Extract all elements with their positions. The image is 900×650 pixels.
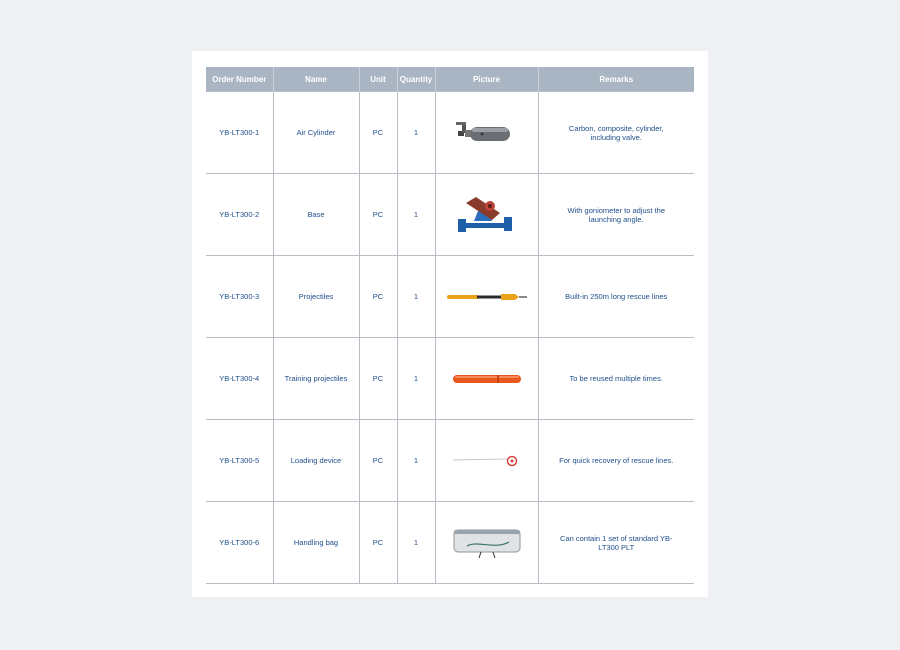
header-order-number: Order Number — [206, 67, 273, 92]
picture-cell — [435, 174, 538, 256]
quantity-cell: 1 — [397, 256, 435, 338]
quantity-cell: 1 — [397, 502, 435, 584]
header-name: Name — [273, 67, 359, 92]
table-row — [206, 420, 694, 502]
table-row — [206, 92, 694, 174]
remarks-cell: Carbon, composite, cylinder, including valve. — [538, 92, 694, 174]
remarks-cell: For quick recovery of rescue lines. — [538, 420, 694, 502]
unit-cell: PC — [359, 92, 397, 174]
name-cell: Training projectiles — [273, 338, 359, 420]
picture-cell — [435, 338, 538, 420]
order-number-cell: YB-LT300-6 — [206, 502, 273, 584]
product-table — [206, 67, 694, 584]
header-quantity: Quantity — [397, 67, 435, 92]
unit-cell: PC — [359, 174, 397, 256]
projectile-image — [445, 291, 529, 303]
order-number-cell: YB-LT300-2 — [206, 174, 273, 256]
name-cell: Air Cylinder — [273, 92, 359, 174]
handling-bag-image — [451, 526, 523, 560]
unit-cell: PC — [359, 420, 397, 502]
document-page — [192, 51, 708, 597]
order-number-cell: YB-LT300-3 — [206, 256, 273, 338]
quantity-cell: 1 — [397, 174, 435, 256]
table-header-row — [206, 67, 694, 92]
picture-cell — [435, 502, 538, 584]
picture-cell — [435, 92, 538, 174]
base-image — [452, 193, 522, 237]
table-row — [206, 502, 694, 584]
quantity-cell: 1 — [397, 338, 435, 420]
order-number-cell: YB-LT300-4 — [206, 338, 273, 420]
remarks-cell: Built-in 250m long rescue lines — [538, 256, 694, 338]
quantity-cell: 1 — [397, 92, 435, 174]
training-projectile-image — [451, 373, 523, 385]
unit-cell: PC — [359, 338, 397, 420]
table-row — [206, 256, 694, 338]
order-number-cell: YB-LT300-1 — [206, 92, 273, 174]
header-picture: Picture — [435, 67, 538, 92]
quantity-cell: 1 — [397, 420, 435, 502]
picture-cell — [435, 256, 538, 338]
picture-cell — [435, 420, 538, 502]
name-cell: Projectiles — [273, 256, 359, 338]
remarks-cell: With goniometer to adjust the launching angle. — [538, 174, 694, 256]
header-unit: Unit — [359, 67, 397, 92]
unit-cell: PC — [359, 256, 397, 338]
air-cylinder-image — [452, 118, 522, 148]
header-remarks: Remarks — [538, 67, 694, 92]
table-row — [206, 174, 694, 256]
unit-cell: PC — [359, 502, 397, 584]
table-row — [206, 338, 694, 420]
remarks-cell: To be reused multiple times. — [538, 338, 694, 420]
order-number-cell: YB-LT300-5 — [206, 420, 273, 502]
name-cell: Handling bag — [273, 502, 359, 584]
name-cell: Loading device — [273, 420, 359, 502]
remarks-cell: Can contain 1 set of standard YB-LT300 PLT — [538, 502, 694, 584]
loading-device-image — [451, 453, 523, 469]
name-cell: Base — [273, 174, 359, 256]
